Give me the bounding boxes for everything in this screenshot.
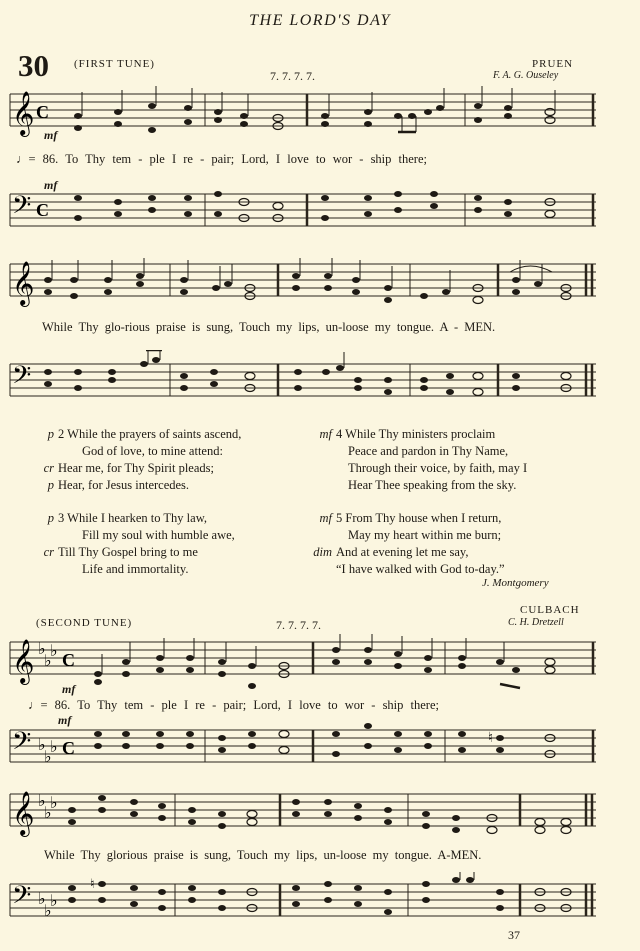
verse-number: 5: [336, 511, 343, 525]
verse-line: From Thy house when I return,: [345, 511, 502, 525]
flat-icon: ♭: [38, 641, 46, 658]
verse-line: “I have walked with God to-day.”: [336, 562, 505, 576]
page-number: 37: [508, 928, 520, 942]
flat-icon: ♭: [38, 793, 46, 810]
first-tune-composer: F. A. G. Ouseley: [493, 70, 559, 81]
verse-line: Life and immortality.: [82, 562, 189, 576]
first-tune-meter: 7. 7. 7. 7.: [270, 69, 315, 83]
verse-line: Fill my soul with humble awe,: [82, 528, 235, 542]
verse-line: Hear me, for Thy Spirit pleads;: [58, 461, 214, 475]
lyric-line: [16, 152, 427, 167]
first-tune-name: PRUEN: [532, 58, 574, 70]
verse-3: [34, 510, 324, 578]
verse-line: God of love, to mine attend:: [82, 444, 223, 458]
flat-icon: ♭: [50, 893, 58, 910]
lyric-line: [28, 698, 439, 713]
verse-dynamic: cr: [43, 461, 54, 475]
svg-text:C: C: [36, 200, 49, 220]
hymn-author: J. Montgomery: [482, 577, 549, 589]
second-tune-label: (SECOND TUNE): [36, 617, 133, 629]
flat-icon: ♭: [38, 891, 46, 908]
music-staff-treble-2: [0, 258, 640, 318]
verse-line: Hear, for Jesus intercedes.: [58, 478, 190, 492]
music-staff-treble-1: [0, 86, 640, 146]
natural-icon: ♮: [488, 731, 494, 746]
verse-number: 2: [58, 427, 65, 441]
lyric-line: While Thy glo-rious praise is sung, Touch my lips, un-loose my tongue. A - MEN.: [42, 320, 496, 334]
music-staff-bass-4: [0, 872, 640, 928]
verse-line: Hear Thee speaking from the sky.: [348, 478, 517, 492]
verse-4: [312, 426, 612, 494]
verse-line: While Thy ministers proclaim: [345, 427, 496, 441]
verse-dynamic: p: [47, 478, 54, 492]
treble-clef-icon: 𝄞: [12, 791, 35, 835]
verse-line: While the prayers of saints ascend,: [67, 427, 242, 441]
hymn-number: 30: [18, 48, 49, 83]
verse-number: 4: [336, 427, 343, 441]
treble-clef-icon: 𝄞: [12, 639, 35, 683]
lyric-text: To Thy tem - ple I re - pair; Lord, I love to wor - ship there;: [65, 152, 427, 166]
flat-icon: ♭: [50, 739, 58, 756]
verse-dynamic: cr: [43, 545, 54, 559]
flat-icon: ♭: [44, 903, 52, 920]
dynamic-mf: mf: [44, 178, 58, 192]
music-staff-treble-4: [0, 786, 640, 844]
tempo-mark: ♩= 86.: [28, 698, 71, 712]
flat-icon: ♭: [44, 653, 52, 670]
music-staff-bass-1: [0, 184, 640, 244]
lyric-line: While Thy glorious praise is sung, Touch my lips, un-loose my tongue. A-MEN.: [44, 848, 482, 862]
flat-icon: ♭: [44, 805, 52, 822]
treble-clef-icon: 𝄞: [12, 91, 35, 135]
svg-text:C: C: [62, 650, 75, 670]
bass-clef-icon: 𝄢: [12, 361, 32, 396]
tempo-mark: ♩= 86.: [16, 152, 59, 166]
verse-dynamic: dim: [313, 545, 332, 559]
bass-clef-icon: 𝄢: [12, 881, 32, 916]
verse-line: And at evening let me say,: [336, 545, 469, 559]
lyric-text: To Thy tem - ple I re - pair; Lord, I love to wor - ship there;: [77, 698, 439, 712]
music-staff-bass-2: [0, 350, 640, 412]
bass-clef-icon: 𝄢: [12, 191, 32, 226]
flat-icon: ♭: [44, 749, 52, 766]
verse-2: [34, 426, 324, 494]
verse-line: Through their voice, by faith, may I: [348, 461, 528, 475]
natural-icon: ♮: [90, 876, 95, 891]
music-staff-bass-3: [0, 722, 640, 778]
verse-line: Peace and pardon in Thy Name,: [348, 444, 509, 458]
verse-line: Till Thy Gospel bring to me: [58, 545, 198, 559]
second-tune-meter: 7. 7. 7. 7.: [276, 618, 321, 632]
dynamic-mf: mf: [62, 682, 76, 696]
svg-text:C: C: [62, 738, 75, 758]
second-tune-composer: C. H. Dretzell: [508, 617, 564, 628]
flat-icon: ♭: [50, 643, 58, 660]
verse-dynamic: p: [47, 427, 54, 441]
bass-clef-icon: 𝄢: [12, 727, 32, 762]
flat-icon: ♭: [38, 737, 46, 754]
first-tune-label: (FIRST TUNE): [74, 58, 155, 70]
verse-line: May my heart within me burn;: [348, 528, 502, 542]
dynamic-mf: mf: [44, 128, 58, 142]
flat-icon: ♭: [50, 795, 58, 812]
verse-5: [312, 510, 612, 578]
svg-text:C: C: [36, 102, 49, 122]
verse-dynamic: p: [47, 511, 54, 525]
verse-line: While I hearken to Thy law,: [67, 511, 208, 525]
verse-dynamic: mf: [319, 511, 332, 525]
second-tune-name: CULBACH: [520, 604, 580, 616]
verse-number: 3: [58, 511, 65, 525]
treble-clef-icon: 𝄞: [12, 261, 35, 305]
verse-dynamic: mf: [319, 427, 332, 441]
music-staff-treble-3: [0, 634, 640, 696]
page-header: THE LORD'S DAY: [249, 12, 391, 29]
dynamic-mf: mf: [58, 713, 72, 727]
